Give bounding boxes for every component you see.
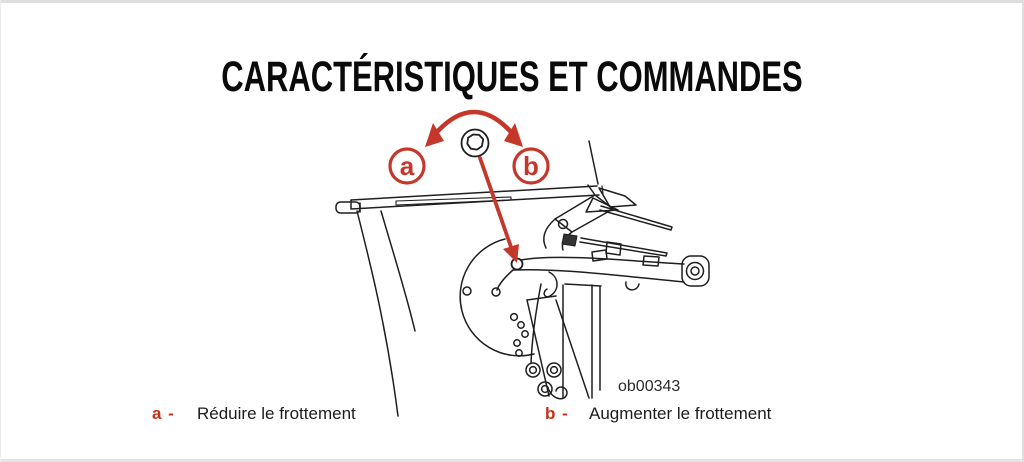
band-end-outer-circle (687, 263, 704, 280)
annotation-layer (390, 112, 548, 263)
plate-hole (522, 331, 528, 337)
body-inner-curve (381, 211, 415, 331)
band-end-inner-circle (691, 267, 699, 275)
upper-rod (600, 206, 672, 230)
plate-bolt (559, 220, 568, 229)
swivel-housing-arc (460, 239, 534, 356)
plate-hole (518, 322, 524, 328)
legend-key-a: a - (152, 404, 175, 423)
column-top (565, 284, 601, 286)
housing-bolt (463, 287, 471, 295)
label-a-badge (390, 149, 424, 183)
body-outer-curve (357, 211, 398, 416)
label-b-badge (514, 149, 548, 183)
plate-top-edge (527, 296, 556, 300)
hook (544, 272, 557, 297)
band-bottom-edge (513, 270, 684, 282)
legend-text-b: Augmenter le frottement (589, 404, 772, 423)
hex-bolt-icon (462, 130, 489, 157)
label-b-text: b (523, 151, 539, 181)
pointer-arrowhead (503, 244, 519, 263)
plate-hole (514, 340, 520, 346)
lower-rod (580, 238, 667, 256)
cowl-right-edge (589, 141, 598, 184)
plate-hole (511, 314, 518, 321)
steering-plate (555, 195, 613, 232)
legend-key-b: b - (545, 404, 569, 423)
band-shackle (626, 282, 639, 290)
rod-clip-dark (562, 234, 577, 246)
figure-code: ob00343 (618, 378, 681, 395)
label-a-text: a (399, 151, 415, 181)
band-left-bolt (492, 288, 500, 296)
page-title: CARACTÉRISTIQUES ET COMMANDES (221, 53, 803, 101)
plate-right-diagonal (556, 300, 589, 398)
band-clip-1 (592, 250, 607, 261)
knuckle-left (544, 219, 555, 248)
band-left-wrap (497, 270, 513, 290)
legend-text-a: Réduire le frottement (197, 404, 356, 423)
